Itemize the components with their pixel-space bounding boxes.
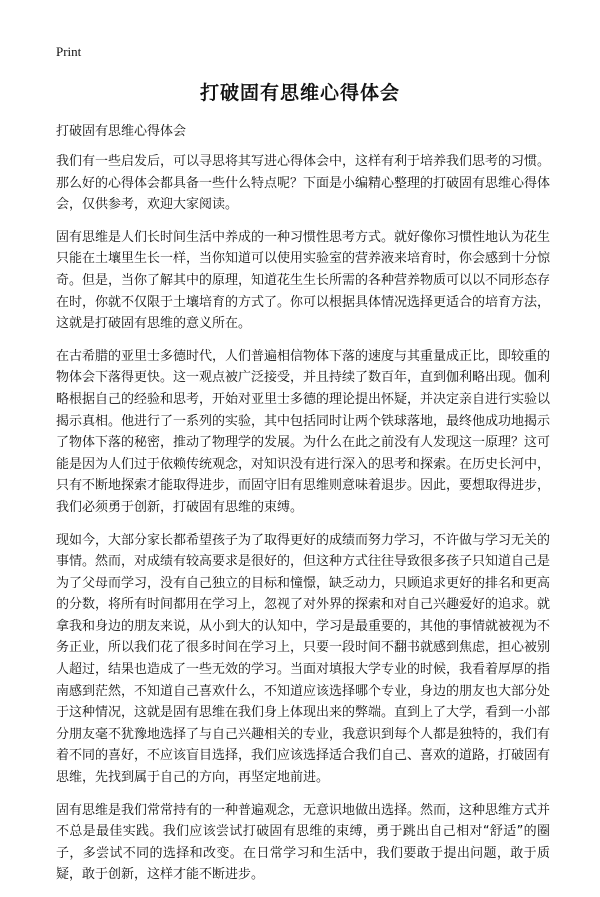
paragraph-definition: 固有思维是人们长时间生活中养成的一种习惯性思考方式。就好像你习惯性地认为花生只能在土壤里生长一样，当你知道可以使用实验室的营养液来培育时，你会感到十分惊奇。但是，当你了解其中的原理，知道花生生长所需的各种营养物质可以以不同形态存在时，你就不仅限于土壤培育的方式了。你可以根据具体情况选择更适合的培育方法，这就是打破固有思维的意义所在。 (56, 229, 551, 332)
paragraph-education: 现如今，大部分家长都希望孩子为了取得更好的成绩而努力学习，不许做与学习无关的事情。然而，对成绩有较高要求是很好的，但这种方式往往导致很多孩子只知道自己是为了父母而学习，没有自己独立的目标和憧憬，缺乏动力，只顾追求更好的排名和更高的分数，将所有时间都用在学习上，忽视了对外界的探索和对自己兴趣爱好的追求。就拿我和身边的朋友来说，从小到大的认知中，学习是最重要的，其他的事情就被视为不务正业，所以我们花了很多时间在学习上，只要一段时间不翻书就感到焦虑，担心被别人超过，结果也造成了一些无效的学习。当面对填报大学专业的时候，我看着厚厚的指南感到茫然，不知道自己喜欢什么，不知道应该选择哪个专业，身边的朋友也大部分处于这种情况，这就是固有思维在我们身上体现出来的弊端。直到上了大学，看到一小部分朋友毫不犹豫地选择了与自己兴趣相关的专业，我意识到每个人都是独特的，我们有着不同的喜好，不应该盲目选择，我们应该选择适合我们自己、喜欢的道路，打破固有思维，先找到属于自己的方向，再坚定地前进。 (56, 532, 551, 786)
document-title: 打破固有思维心得体会 (199, 82, 400, 104)
document-body (56, 122, 550, 897)
paragraph-intro: 我们有一些启发后，可以寻思将其写进心得体会中，这样有利于培养我们思考的习惯。那么好的心得体会都具备一些什么特点呢？下面是小编精心整理的打破固有思维心得体会，仅供参考，欢迎大家阅读。 (56, 154, 551, 213)
paragraph-conclusion: 固有思维是我们常常持有的一种普遍观念，无意识地做出选择。然而，这种思维方式并不总是最佳实践。我们应该尝试打破固有思维的束缚，勇于跳出自己相对“舒适”的圈子，多尝试不同的选择和改变。在日常学习和生活中，我们要敢于提出问题，敢于质疑，敢于创新，这样才能不断进步。 (56, 802, 551, 883)
paragraph-galileo: 在古希腊的亚里士多德时代，人们普遍相信物体下落的速度与其重量成正比，即较重的物体会下落得更快。这一观点被广泛接受，并且持续了数百年，直到伽利略出现。伽利略根据自己的经验和思考，开始对亚里士多德的理论提出怀疑，并决定亲自进行实验以揭示真相。他进行了一系列的实验，其中包括同时让两个铁球落地，最终他成功地揭示了物体下落的秘密，推动了物理学的发展。为什么在此之前没有人发现这一原理？这可能是因为人们过于依赖传统观念，对知识没有进行深入的思考和探索。在历史长河中，只有不断地探索才能取得进步，而固守旧有思维则意味着退步。因此，要想取得进步，我们必须勇于创新，打破固有思维的束缚。 (56, 348, 551, 515)
document-subtitle: 打破固有思维心得体会 (56, 124, 187, 139)
print-link[interactable]: Print (56, 44, 82, 59)
